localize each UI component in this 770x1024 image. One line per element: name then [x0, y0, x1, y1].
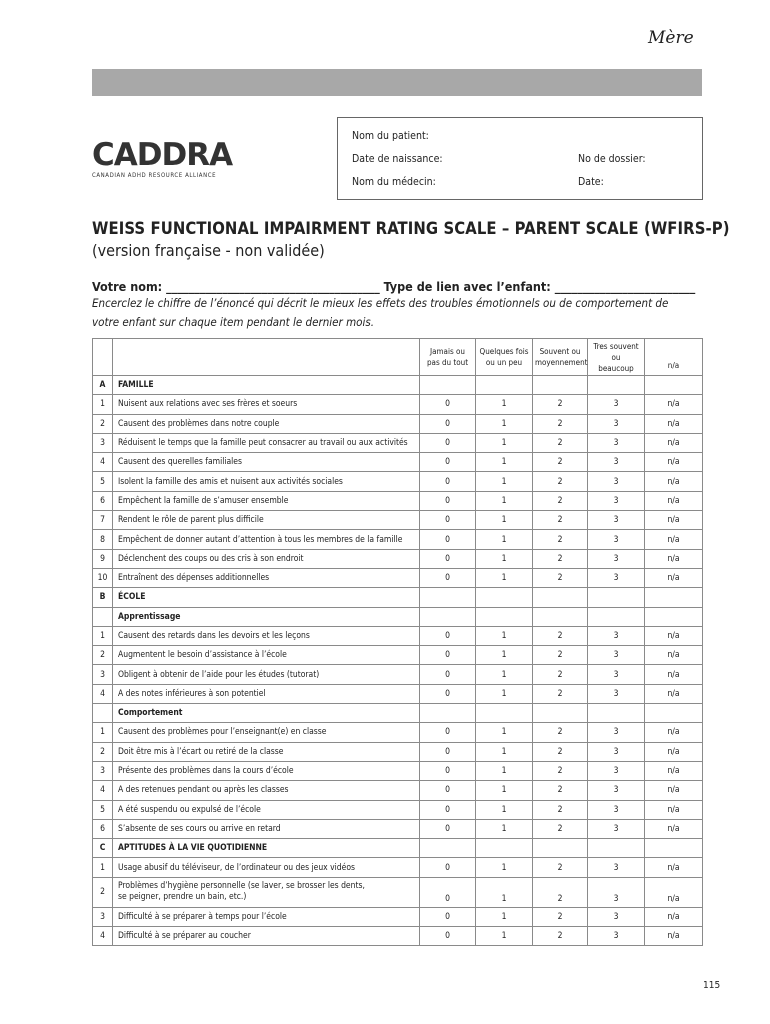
- column-header: Jamais ou pas du tout: [420, 339, 476, 376]
- item-number: 4: [93, 453, 113, 472]
- empty-cell: [533, 607, 588, 626]
- empty-cell: [476, 607, 533, 626]
- rating-option[interactable]: 1: [476, 907, 533, 926]
- rating-option[interactable]: 1: [476, 723, 533, 742]
- rating-option[interactable]: 0: [420, 549, 476, 568]
- rating-option[interactable]: 0: [420, 472, 476, 491]
- empty-cell: [533, 839, 588, 858]
- item-number: 5: [93, 800, 113, 819]
- rating-option[interactable]: 0: [420, 800, 476, 819]
- rating-option[interactable]: 3: [588, 877, 645, 907]
- rating-option[interactable]: 0: [420, 723, 476, 742]
- rating-option[interactable]: 1: [476, 433, 533, 452]
- rating-option[interactable]: 3: [588, 626, 645, 645]
- rating-option[interactable]: 0: [420, 395, 476, 414]
- item-text: A des notes inférieures à son potentiel: [113, 684, 420, 703]
- rating-option[interactable]: 2: [533, 665, 588, 684]
- header-empty-cell: [93, 339, 113, 376]
- empty-cell: [476, 839, 533, 858]
- item-text: Entraînent des dépenses additionnelles: [113, 568, 420, 587]
- item-text: Empêchent la famille de s’amuser ensemble: [113, 491, 420, 510]
- table-row: [93, 819, 703, 838]
- rating-option[interactable]: 2: [533, 761, 588, 780]
- rating-option[interactable]: 3: [588, 511, 645, 530]
- item-text: Difficulté à se préparer à temps pour l’école: [113, 907, 420, 926]
- rating-option[interactable]: 2: [533, 511, 588, 530]
- rating-option[interactable]: 0: [420, 433, 476, 452]
- empty-cell: [588, 839, 645, 858]
- rating-option[interactable]: 1: [476, 395, 533, 414]
- empty-cell: [476, 588, 533, 607]
- item-number: 4: [93, 927, 113, 946]
- table-row: [93, 472, 703, 491]
- empty-cell: [420, 376, 476, 395]
- item-text: Difficulté à se préparer au coucher: [113, 927, 420, 946]
- rating-option[interactable]: 1: [476, 491, 533, 510]
- rating-option[interactable]: n/a: [645, 907, 703, 926]
- rating-option[interactable]: 2: [533, 395, 588, 414]
- rating-option[interactable]: n/a: [645, 511, 703, 530]
- rating-option[interactable]: 3: [588, 646, 645, 665]
- empty-cell: [420, 607, 476, 626]
- rating-option[interactable]: 3: [588, 781, 645, 800]
- section-letter: C: [93, 839, 113, 858]
- rating-option[interactable]: 1: [476, 626, 533, 645]
- rating-option[interactable]: 2: [533, 858, 588, 877]
- subsection-title: Apprentissage: [113, 607, 420, 626]
- header-bar: [92, 69, 702, 96]
- rating-option[interactable]: 3: [588, 491, 645, 510]
- item-text: Présente des problèmes dans la cours d’école: [113, 761, 420, 780]
- table-row: [93, 800, 703, 819]
- item-text: Problèmes d’hygiène personnelle (se laver, se brosser les dents, se peigner, prendre un bain, etc.): [113, 877, 420, 907]
- rating-option[interactable]: n/a: [645, 472, 703, 491]
- rating-option[interactable]: n/a: [645, 800, 703, 819]
- rating-option[interactable]: 3: [588, 927, 645, 946]
- item-number: 3: [93, 433, 113, 452]
- column-header: Souvent ou moyennement: [533, 339, 588, 376]
- rating-option[interactable]: 2: [533, 530, 588, 549]
- item-number: 2: [93, 877, 113, 907]
- item-text: Isolent la famille des amis et nuisent aux activités sociales: [113, 472, 420, 491]
- section-row: [93, 376, 703, 395]
- item-text: Causent des problèmes pour l’enseignant(e) en classe: [113, 723, 420, 742]
- date-field[interactable]: Date:: [578, 176, 604, 188]
- rating-option[interactable]: n/a: [645, 742, 703, 761]
- item-text: A été suspendu ou expulsé de l’école: [113, 800, 420, 819]
- rating-option[interactable]: n/a: [645, 819, 703, 838]
- rating-option[interactable]: n/a: [645, 646, 703, 665]
- rating-option[interactable]: 3: [588, 858, 645, 877]
- rating-option[interactable]: n/a: [645, 568, 703, 587]
- section-title: FAMILLE: [113, 376, 420, 395]
- rating-option[interactable]: 2: [533, 742, 588, 761]
- rating-option[interactable]: 2: [533, 781, 588, 800]
- table-row: [93, 511, 703, 530]
- rating-option[interactable]: n/a: [645, 433, 703, 452]
- rating-option[interactable]: 0: [420, 927, 476, 946]
- table-header-row: [93, 339, 703, 376]
- rating-option[interactable]: 1: [476, 819, 533, 838]
- rating-option[interactable]: 1: [476, 646, 533, 665]
- subsection-row: [93, 607, 703, 626]
- item-text: Nuisent aux relations avec ses frères et soeurs: [113, 395, 420, 414]
- empty-cell: [533, 376, 588, 395]
- rating-option[interactable]: 0: [420, 414, 476, 433]
- rating-option[interactable]: 1: [476, 665, 533, 684]
- empty-cell: [588, 376, 645, 395]
- rating-option[interactable]: 2: [533, 568, 588, 587]
- item-text: Causent des retards dans les devoirs et les leçons: [113, 626, 420, 645]
- item-number: 1: [93, 858, 113, 877]
- table-row: [93, 453, 703, 472]
- rating-option[interactable]: 0: [420, 858, 476, 877]
- subsection-row: [93, 704, 703, 723]
- table-row: [93, 858, 703, 877]
- item-number: 7: [93, 511, 113, 530]
- subsection-title: Comportement: [113, 704, 420, 723]
- patient-info-box: [337, 117, 703, 200]
- item-number: 5: [93, 472, 113, 491]
- rating-option[interactable]: 2: [533, 626, 588, 645]
- rating-option[interactable]: 3: [588, 414, 645, 433]
- empty-cell: [588, 607, 645, 626]
- item-text: Augmentent le besoin d’assistance à l’école: [113, 646, 420, 665]
- rating-option[interactable]: 0: [420, 819, 476, 838]
- item-number: 9: [93, 549, 113, 568]
- rating-option[interactable]: n/a: [645, 491, 703, 510]
- instructions: Encerclez le chiffre de l’énoncé qui décrit le mieux les effets des troubles émotionnels ou de comportement de votre enfant sur chaque item pendant le dernier mois.: [92, 296, 669, 329]
- column-header: Quelques fois ou un peu: [476, 339, 533, 376]
- section-letter: A: [93, 376, 113, 395]
- rating-option[interactable]: 2: [533, 877, 588, 907]
- empty-cell: [93, 704, 113, 723]
- table-row: [93, 684, 703, 703]
- item-number: 3: [93, 761, 113, 780]
- item-text: A des retenues pendant ou après les classes: [113, 781, 420, 800]
- rating-option[interactable]: 3: [588, 472, 645, 491]
- birth-date-field[interactable]: Date de naissance:: [352, 153, 443, 165]
- item-number: 1: [93, 723, 113, 742]
- table-row: [93, 781, 703, 800]
- rating-option[interactable]: 0: [420, 491, 476, 510]
- empty-cell: [645, 839, 703, 858]
- column-header: n/a: [645, 339, 703, 376]
- section-letter: B: [93, 588, 113, 607]
- item-number: 6: [93, 491, 113, 510]
- rating-option[interactable]: 0: [420, 646, 476, 665]
- form-subtitle: (version française - non validée): [92, 241, 325, 260]
- rating-option[interactable]: 1: [476, 568, 533, 587]
- item-number: 4: [93, 684, 113, 703]
- rating-option[interactable]: 2: [533, 433, 588, 452]
- rating-option[interactable]: 2: [533, 907, 588, 926]
- rating-option[interactable]: 1: [476, 781, 533, 800]
- rating-option[interactable]: 3: [588, 549, 645, 568]
- rating-option[interactable]: n/a: [645, 414, 703, 433]
- item-number: 3: [93, 907, 113, 926]
- rating-option[interactable]: 3: [588, 665, 645, 684]
- empty-cell: [588, 588, 645, 607]
- doctor-name-field[interactable]: Nom du médecin:: [352, 176, 436, 188]
- rating-option[interactable]: 3: [588, 530, 645, 549]
- rating-option[interactable]: 3: [588, 453, 645, 472]
- rating-option[interactable]: 3: [588, 761, 645, 780]
- rating-option[interactable]: 1: [476, 800, 533, 819]
- rating-option[interactable]: 2: [533, 491, 588, 510]
- item-text: Déclenchent des coups ou des cris à son endroit: [113, 549, 420, 568]
- rating-option[interactable]: n/a: [645, 453, 703, 472]
- table-row: [93, 877, 703, 907]
- respondent-name-line[interactable]: Votre nom: ______________________________________ Type de lien avec l’enfant: _________________________: [92, 279, 696, 294]
- rating-option[interactable]: 3: [588, 395, 645, 414]
- rating-option[interactable]: n/a: [645, 626, 703, 645]
- item-number: 2: [93, 742, 113, 761]
- column-header: Tres souvent ou beaucoup: [588, 339, 645, 376]
- empty-cell: [533, 704, 588, 723]
- item-number: 2: [93, 414, 113, 433]
- table-row: [93, 646, 703, 665]
- item-text: Causent des problèmes dans notre couple: [113, 414, 420, 433]
- form-title: WEISS FUNCTIONAL IMPAIRMENT RATING SCALE – PARENT SCALE (WFIRS-P): [92, 219, 730, 238]
- rating-option[interactable]: 1: [476, 414, 533, 433]
- rating-option[interactable]: 0: [420, 530, 476, 549]
- rating-option[interactable]: 1: [476, 530, 533, 549]
- rating-option[interactable]: n/a: [645, 858, 703, 877]
- rating-option[interactable]: 0: [420, 781, 476, 800]
- rating-option[interactable]: n/a: [645, 530, 703, 549]
- role-label: Mère: [648, 28, 694, 48]
- rating-option[interactable]: 2: [533, 927, 588, 946]
- rating-option[interactable]: 0: [420, 907, 476, 926]
- rating-option[interactable]: 2: [533, 723, 588, 742]
- rating-option[interactable]: 1: [476, 742, 533, 761]
- rating-table: [92, 338, 703, 946]
- table-row: [93, 433, 703, 452]
- item-text: Usage abusif du téléviseur, de l’ordinateur ou des jeux vidéos: [113, 858, 420, 877]
- rating-option[interactable]: n/a: [645, 877, 703, 907]
- empty-cell: [533, 588, 588, 607]
- item-number: 6: [93, 819, 113, 838]
- table-row: [93, 414, 703, 433]
- header-empty-cell: [113, 339, 420, 376]
- rating-option[interactable]: 3: [588, 568, 645, 587]
- rating-option[interactable]: 2: [533, 819, 588, 838]
- item-text: Empêchent de donner autant d’attention à tous les membres de la famille: [113, 530, 420, 549]
- table-row: [93, 761, 703, 780]
- table-row: [93, 665, 703, 684]
- item-text: Causent des querelles familiales: [113, 453, 420, 472]
- rating-option[interactable]: 0: [420, 684, 476, 703]
- rating-option[interactable]: n/a: [645, 927, 703, 946]
- empty-cell: [645, 607, 703, 626]
- empty-cell: [588, 704, 645, 723]
- rating-option[interactable]: 2: [533, 800, 588, 819]
- item-number: 10: [93, 568, 113, 587]
- item-text: S’absente de ses cours ou arrive en retard: [113, 819, 420, 838]
- empty-cell: [476, 376, 533, 395]
- rating-option[interactable]: 2: [533, 684, 588, 703]
- rating-option[interactable]: 0: [420, 665, 476, 684]
- rating-option[interactable]: n/a: [645, 761, 703, 780]
- rating-option[interactable]: n/a: [645, 549, 703, 568]
- rating-option[interactable]: n/a: [645, 781, 703, 800]
- rating-option[interactable]: 2: [533, 453, 588, 472]
- patient-name-field[interactable]: Nom du patient:: [352, 130, 429, 142]
- empty-cell: [645, 704, 703, 723]
- item-text: Rendent le rôle de parent plus difficile: [113, 511, 420, 530]
- table-row: [93, 626, 703, 645]
- section-row: [93, 588, 703, 607]
- rating-option[interactable]: 1: [476, 761, 533, 780]
- rating-option[interactable]: n/a: [645, 665, 703, 684]
- empty-cell: [645, 376, 703, 395]
- rating-option[interactable]: 2: [533, 414, 588, 433]
- rating-option[interactable]: 0: [420, 877, 476, 907]
- item-number: 1: [93, 395, 113, 414]
- item-number: 2: [93, 646, 113, 665]
- table-row: [93, 395, 703, 414]
- rating-option[interactable]: 0: [420, 568, 476, 587]
- item-number: 1: [93, 626, 113, 645]
- empty-cell: [420, 839, 476, 858]
- table-row: [93, 907, 703, 926]
- rating-option[interactable]: n/a: [645, 684, 703, 703]
- item-number: 8: [93, 530, 113, 549]
- section-row: [93, 839, 703, 858]
- table-row: [93, 549, 703, 568]
- rating-option[interactable]: 3: [588, 800, 645, 819]
- table-row: [93, 927, 703, 946]
- rating-option[interactable]: 1: [476, 877, 533, 907]
- rating-option[interactable]: 3: [588, 907, 645, 926]
- empty-cell: [645, 588, 703, 607]
- empty-cell: [476, 704, 533, 723]
- rating-option[interactable]: 3: [588, 723, 645, 742]
- file-number-field[interactable]: No de dossier:: [578, 153, 646, 165]
- item-text: Obligent à obtenir de l’aide pour les études (tutorat): [113, 665, 420, 684]
- table-row: [93, 530, 703, 549]
- logo-wordmark: CADDRA: [92, 137, 233, 173]
- table-row: [93, 568, 703, 587]
- item-text: Doit être mis à l’écart ou retiré de la classe: [113, 742, 420, 761]
- section-title: ÉCOLE: [113, 588, 420, 607]
- rating-option[interactable]: 0: [420, 761, 476, 780]
- rating-option[interactable]: 3: [588, 684, 645, 703]
- page-number: 115: [703, 980, 721, 991]
- rating-option[interactable]: 3: [588, 819, 645, 838]
- rating-option[interactable]: 1: [476, 927, 533, 946]
- rating-option[interactable]: n/a: [645, 395, 703, 414]
- table-row: [93, 491, 703, 510]
- section-title: APTITUDES À LA VIE QUOTIDIENNE: [113, 839, 420, 858]
- empty-cell: [420, 704, 476, 723]
- item-number: 4: [93, 781, 113, 800]
- table-row: [93, 723, 703, 742]
- rating-option[interactable]: 3: [588, 742, 645, 761]
- rating-option[interactable]: 1: [476, 549, 533, 568]
- rating-option[interactable]: 0: [420, 453, 476, 472]
- rating-option[interactable]: 2: [533, 472, 588, 491]
- rating-option[interactable]: 0: [420, 742, 476, 761]
- rating-option[interactable]: 1: [476, 511, 533, 530]
- rating-option[interactable]: 2: [533, 549, 588, 568]
- item-number: 3: [93, 665, 113, 684]
- rating-option[interactable]: 0: [420, 511, 476, 530]
- rating-option[interactable]: 1: [476, 453, 533, 472]
- rating-option[interactable]: 2: [533, 646, 588, 665]
- caddra-logo: [92, 137, 233, 182]
- rating-option[interactable]: 1: [476, 858, 533, 877]
- rating-option[interactable]: 0: [420, 626, 476, 645]
- item-text: Réduisent le temps que la famille peut consacrer au travail ou aux activités: [113, 433, 420, 452]
- rating-option[interactable]: 1: [476, 472, 533, 491]
- logo-tagline: CANADIAN ADHD RESOURCE ALLIANCE: [92, 172, 217, 179]
- empty-cell: [420, 588, 476, 607]
- rating-option[interactable]: 3: [588, 433, 645, 452]
- rating-option[interactable]: n/a: [645, 723, 703, 742]
- rating-option[interactable]: 1: [476, 684, 533, 703]
- empty-cell: [93, 607, 113, 626]
- table-row: [93, 742, 703, 761]
